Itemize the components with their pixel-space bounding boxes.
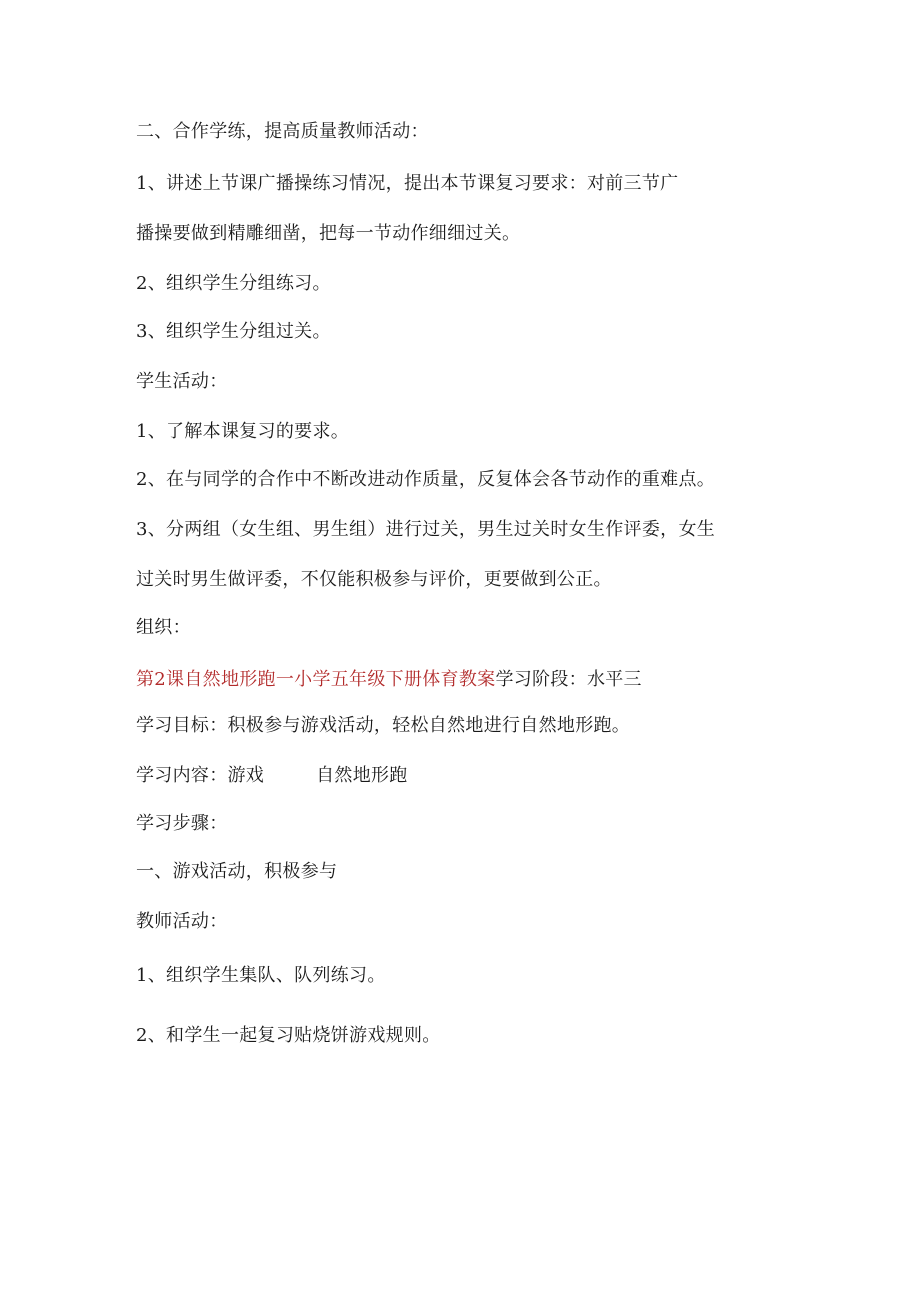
- teacher-game-step-1: 1、组织学生集队、队列练习。: [136, 965, 386, 986]
- teacher-game-step-2: 2、和学生一起复习贴烧饼游戏规则。: [136, 1025, 441, 1046]
- organization-heading: 组织：: [136, 617, 191, 638]
- section-heading-cooperative-practice: 二、合作学练，提高质量教师活动：: [136, 121, 429, 142]
- student-step-2: 2、在与同学的合作中不断改进动作质量，反复体会各节动作的重难点。: [136, 469, 716, 490]
- teacher-activity-heading: 教师活动：: [136, 911, 228, 932]
- teacher-step-1: 1、讲述上节课广播操练习情况，提出本节课复习要求：对前三节广: [136, 173, 679, 194]
- learning-content-line: [136, 764, 408, 788]
- section-heading-game-activity: 一、游戏活动，积极参与: [136, 861, 338, 882]
- lesson-title-line: [136, 668, 642, 692]
- lesson-title: 第2课自然地形跑一小学五年级下册体育教案: [136, 669, 496, 690]
- teacher-step-2: 2、组织学生分组练习。: [136, 273, 331, 294]
- student-step-3: 3、分两组（女生组、男生组）进行过关，男生过关时女生作评委，女生: [136, 519, 716, 540]
- learning-goal: 学习目标：积极参与游戏活动，轻松自然地进行自然地形跑。: [136, 715, 631, 736]
- student-activity-heading: 学生活动：: [136, 371, 228, 392]
- learning-steps-heading: 学习步骤：: [136, 813, 228, 834]
- teacher-step-1-continued: 播操要做到精雕细凿，把每一节动作细细过关。: [136, 223, 521, 244]
- teacher-step-3: 3、组织学生分组过关。: [136, 321, 331, 342]
- learning-content-item: 自然地形跑: [316, 765, 408, 786]
- student-step-1: 1、了解本课复习的要求。: [136, 421, 350, 442]
- student-step-3-continued: 过关时男生做评委，不仅能积极参与评价，更要做到公正。: [136, 569, 612, 590]
- learning-content-label: 学习内容：游戏: [136, 765, 265, 786]
- learning-stage: 学习阶段：水平三: [495, 669, 642, 690]
